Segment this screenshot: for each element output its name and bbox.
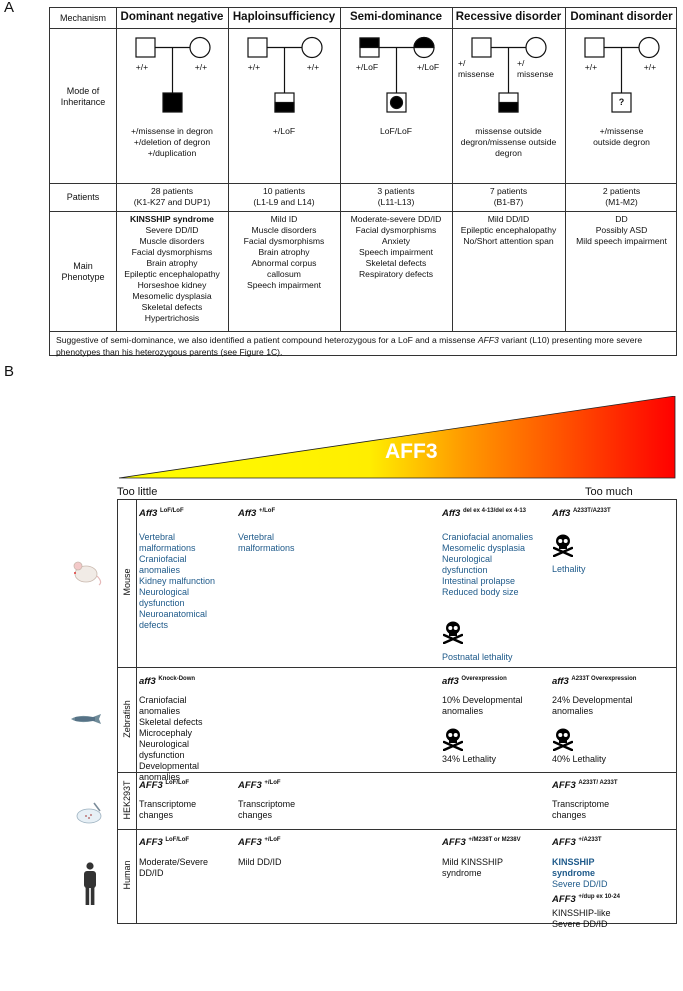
ped-label: +/+ (584, 62, 598, 72)
ped-label: +/+ (135, 62, 149, 72)
gene-label: AFF3 $^{+/LoF}$ (238, 780, 281, 792)
ped-label: +/+ (306, 62, 320, 72)
phenotype-text: Craniofacial anomalies Mesomelic dysplasia Neurological dysfunction Intestinal prolapse Reduced body size (442, 532, 534, 597)
table-footnote: Suggestive of semi-dominance, we also identified a patient compound heterozygous for a LoF and a missense AFF3 variant (L10) presenting more severe phenotypes than his heterozygous parents (see Figure 1C). (56, 335, 643, 357)
gene-label: AFF3 $^{LoF/LoF}$ (139, 837, 190, 849)
phenotype-text: Vertebral malformations (238, 532, 295, 553)
gene-label: Aff3 $^{LoF/LoF}$ (139, 508, 184, 520)
lethality-text: 34% Lethality (442, 754, 497, 764)
phenotype-text: Vertebral malformations Craniofacial anomalies Kidney malfunction Neurological dysfunction Neuroanatomical defects (139, 532, 216, 630)
ped-label: +/+ (247, 62, 261, 72)
zebrafish-icon (69, 713, 103, 725)
panel-b-label: B (4, 363, 15, 380)
question-mark-symbol: ? (618, 97, 625, 107)
gene-label: AFF3 $^{A233T/ A233T}$ (552, 780, 618, 792)
phenotype-cell: DD Possibly ASD Mild speech impairment (576, 214, 667, 246)
phenotype-cell: Mild DD/ID Epileptic encephalopathy No/Short attention span (460, 214, 557, 246)
pedigree-haploinsufficiency (248, 38, 322, 113)
kinship-syndrome-label: KINSSHIP syndrome (552, 857, 596, 878)
panel-a-label: A (4, 0, 15, 16)
row-label-inheritance: Mode of Inheritance (60, 86, 106, 107)
patients-cell: 28 patients (K1-K27 and DUP1) (133, 186, 211, 207)
row-label-patients: Patients (66, 192, 100, 202)
phenotype-cell: Severe DD/ID Muscle disorders Facial dysmorphisms Brain atrophy Epileptic encephalopathy Horseshoe kidney Mesomelic dysplasia Skeletal defects Hypertrichosis (124, 225, 220, 323)
child-genotype: LoF/LoF (379, 126, 412, 136)
gene-label: AFF3 $^{+/A233T}$ (552, 837, 602, 849)
petri-dish-icon (76, 801, 104, 825)
gene-label: aff3 $^{Knock-Down}$ (139, 676, 196, 688)
ped-label: +/LoF (355, 62, 379, 72)
ped-label: +/ missense (517, 58, 554, 79)
inheritance-table (49, 7, 677, 356)
row-label-phenotype: Main Phenotype (61, 261, 105, 282)
skull-icon (443, 727, 463, 751)
gene-label: AFF3 $^{+/dup ex 10-24}$ (552, 894, 620, 906)
lethality-text: Lethality (552, 564, 586, 574)
skull-icon (553, 727, 573, 751)
mouse-icon (70, 560, 104, 586)
phenotype-cell: Mild ID Muscle disorders Facial dysmorphisms Brain atrophy Abnormal corpus callosum Speech impairment (243, 214, 325, 290)
col-dominant-disorder-title: Dominant disorder (570, 11, 673, 23)
dosage-gradient (117, 396, 677, 480)
gene-label: aff3 $^{A233T Overexpression}$ (552, 676, 637, 688)
organism-label-human: Human (122, 860, 132, 890)
phenotype-text: Mild DD/ID (238, 857, 282, 867)
gene-label: Aff3 $^{+/LoF}$ (238, 508, 276, 520)
patients-cell: 10 patients (L1-L9 and L14) (253, 186, 315, 207)
gene-label: Aff3 $^{del ex 4-13/del ex 4-13}$ (442, 508, 526, 520)
gene-label: AFF3 $^{+/M238T or M238V}$ (442, 837, 521, 849)
skull-icon (553, 533, 573, 557)
phenotype-text: KINSSHIP-like Severe DD/ID (552, 908, 611, 929)
col-recessive-title: Recessive disorder (455, 11, 562, 23)
aff3-gradient-label: AFF3 (385, 440, 438, 463)
skull-icon (443, 620, 463, 644)
phenotype-text: Moderate/Severe DD/ID (139, 857, 209, 878)
kinship-syndrome-label: KINSSHIP syndrome (130, 214, 214, 224)
phenotype-text: Mild KINSSHIP syndrome (442, 857, 504, 878)
phenotype-text: Transcriptome changes (552, 799, 610, 820)
gene-label: AFF3 $^{LoF/LoF}$ (139, 780, 190, 792)
organism-label-zebrafish: Zebrafish (122, 700, 132, 738)
lethality-text: 40% Lethality (552, 754, 607, 764)
child-genotype: +/missense in degron +/deletion of degron +/duplication (131, 126, 213, 158)
phenotype-text: 10% Developmental anomalies (442, 695, 523, 716)
gene-label: aff3 $^{Overexpression}$ (442, 676, 507, 688)
ped-label: +/+ (643, 62, 657, 72)
col-dominant-negative-title: Dominant negative (120, 11, 224, 23)
organism-label-mouse: Mouse (122, 568, 132, 596)
phenotype-text: Severe DD/ID (552, 879, 608, 889)
phenotype-text: 24% Developmental anomalies (552, 695, 633, 716)
human-icon (82, 862, 98, 906)
pedigree-semi-dominance (360, 38, 434, 113)
child-genotype: +/LoF (272, 126, 296, 136)
phenotype-cell: Moderate-severe DD/ID Facial dysmorphisms Anxiety Speech impairment Skeletal defects Respiratory defects (350, 214, 442, 279)
child-genotype: +/missense outside degron (593, 126, 650, 147)
patients-cell: 7 patients (B1-B7) (489, 186, 528, 207)
child-genotype: missense outside degron/missense outside degron (460, 126, 557, 158)
mechanism-header: Mechanism (59, 13, 106, 23)
ped-label: +/LoF (416, 62, 440, 72)
model-table (117, 499, 677, 929)
gene-label: Aff3 $^{A233T/A233T}$ (552, 508, 611, 520)
organism-label-hek293t: HEK293T (122, 780, 132, 820)
col-haploinsufficiency-title: Haploinsufficiency (232, 11, 336, 23)
ped-label: +/+ (194, 62, 208, 72)
too-little-label: Too little (117, 486, 158, 498)
ped-label: +/ missense (458, 58, 495, 79)
phenotype-text: Transcriptome changes (139, 799, 197, 820)
patients-cell: 3 patients (L11-L13) (377, 186, 415, 207)
pedigree-dominant-negative (136, 38, 210, 113)
phenotype-text: Craniofacial anomalies Skeletal defects Microcephaly Neurological dysfunction Developmental anomalies (139, 695, 203, 782)
postnatal-lethality-text: Postnatal lethality (442, 652, 513, 662)
too-much-label: Too much (585, 486, 633, 498)
gene-label: AFF3 $^{+/LoF}$ (238, 837, 281, 849)
phenotype-text: Transcriptome changes (238, 799, 296, 820)
patients-cell: 2 patients (M1-M2) (602, 186, 641, 207)
col-semi-dominance-title: Semi-dominance (349, 11, 443, 23)
